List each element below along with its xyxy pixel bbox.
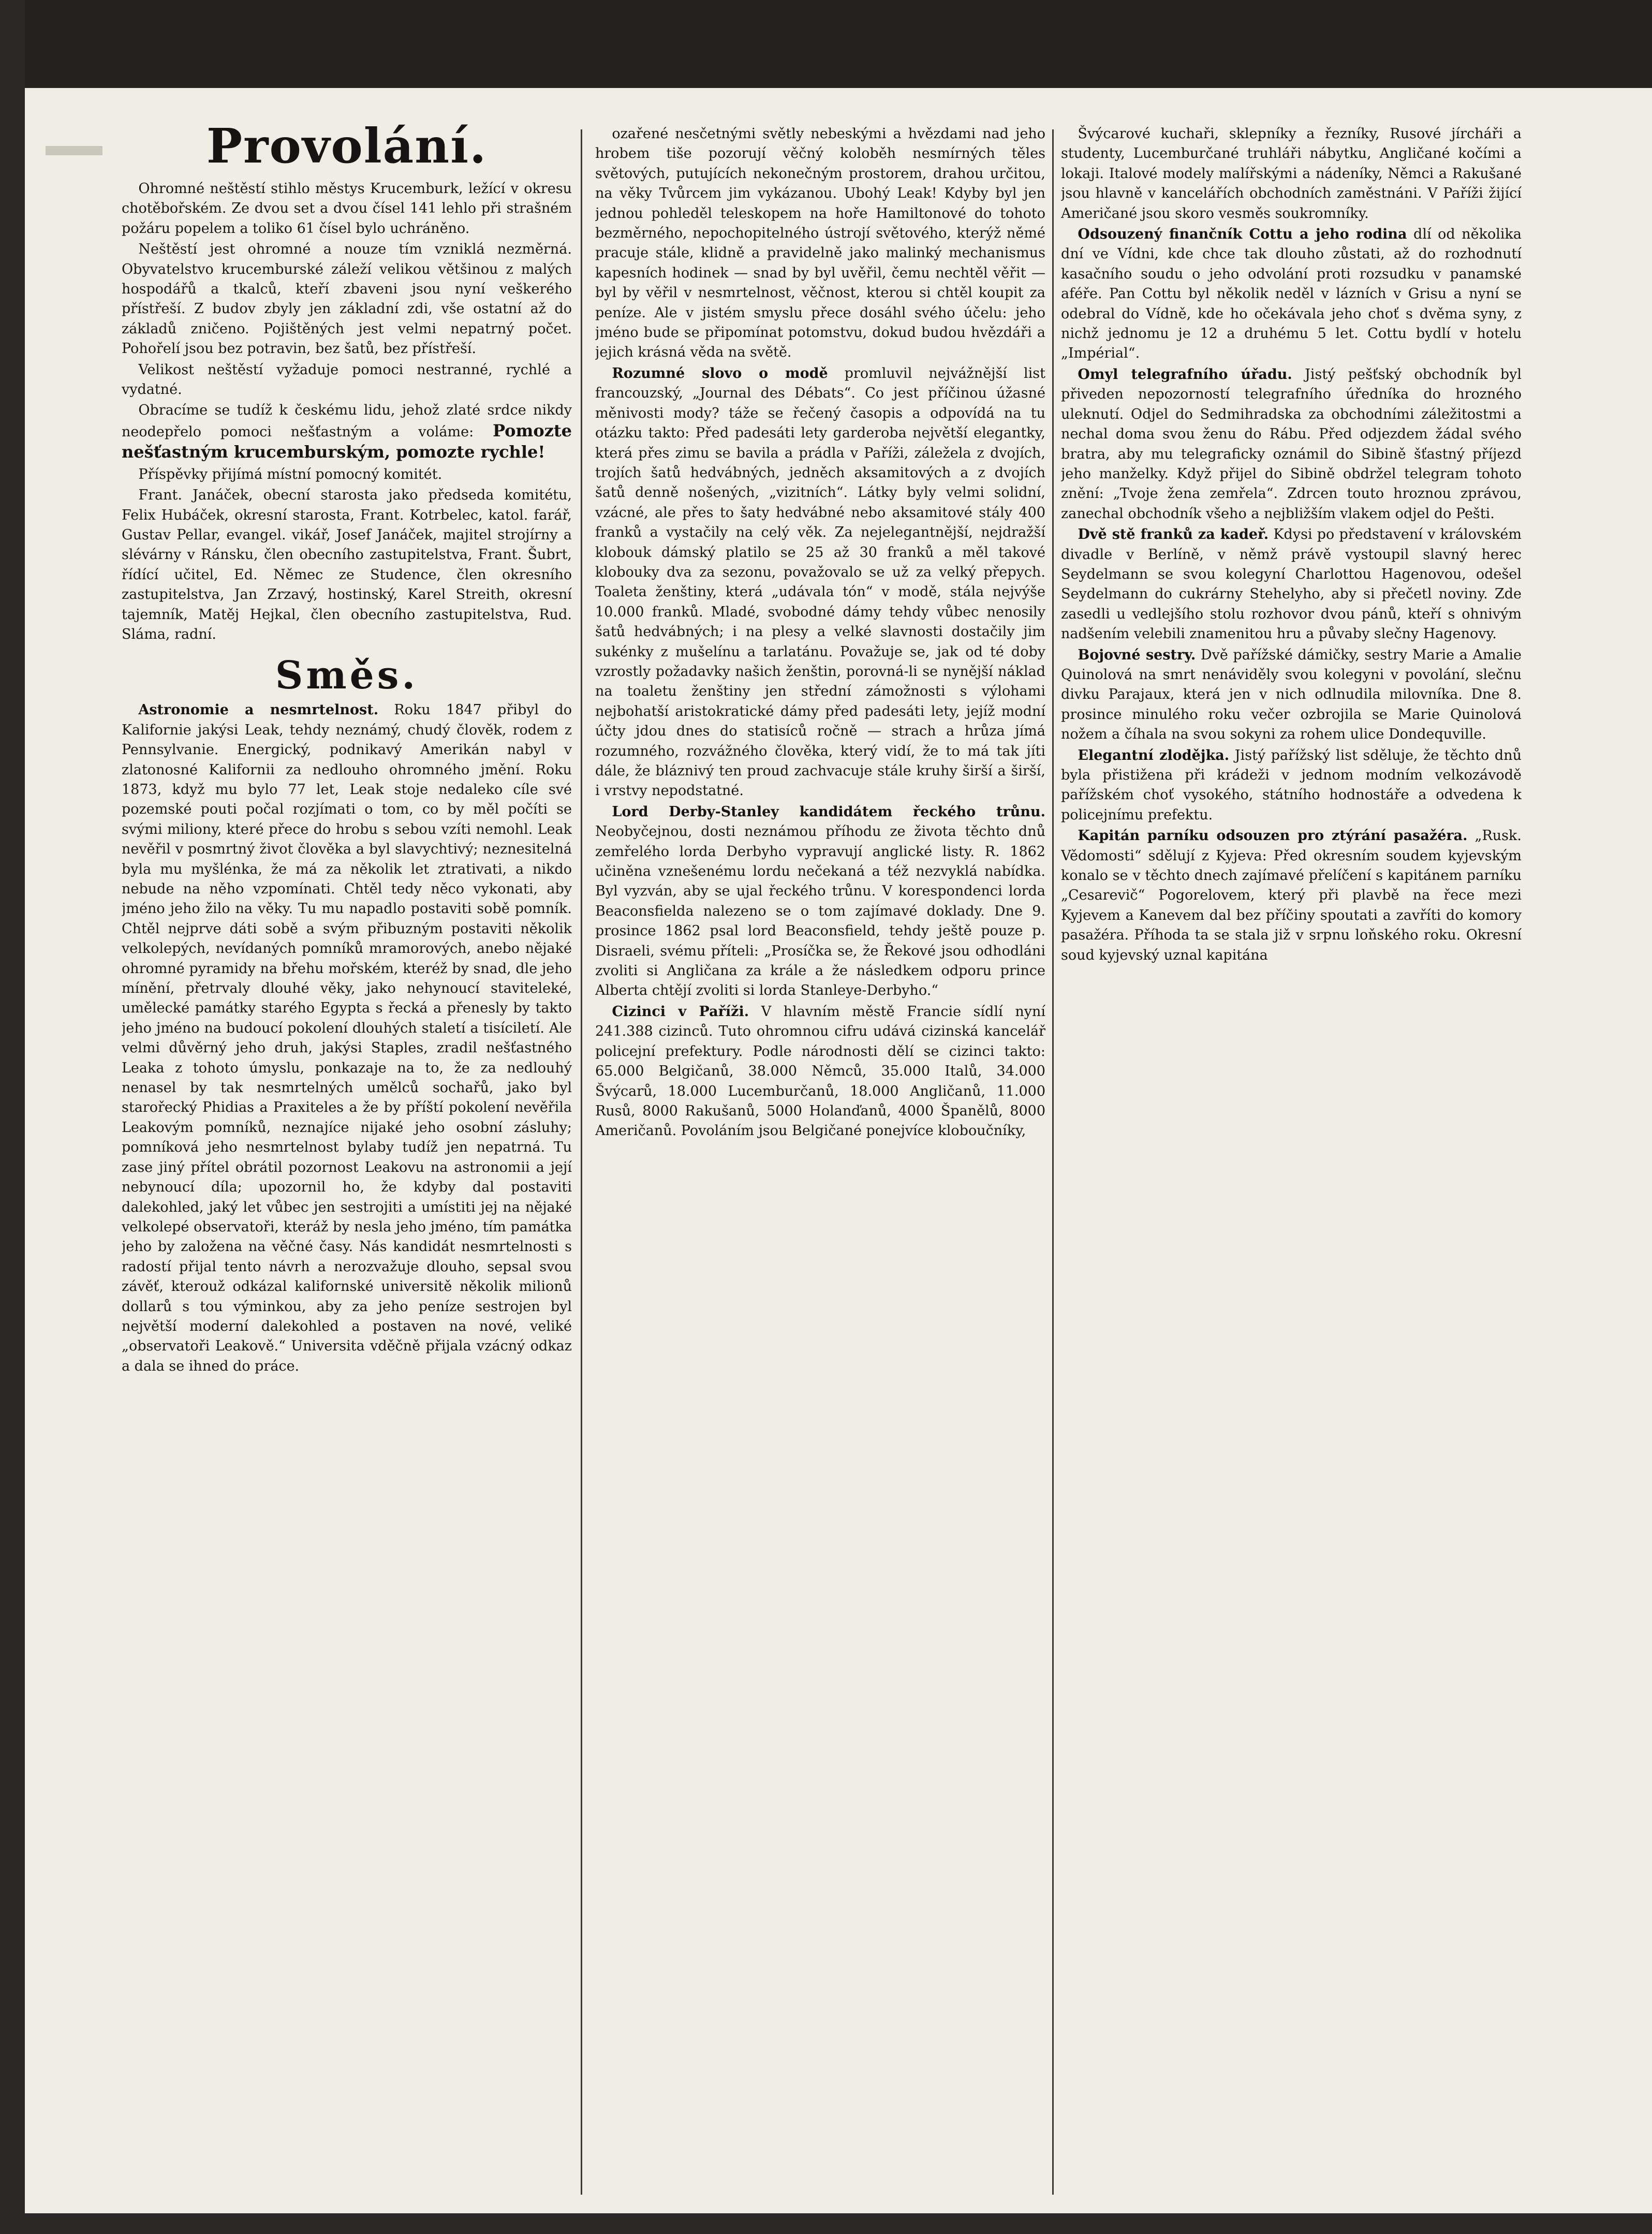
news-item bbox=[1061, 365, 1522, 524]
appeal-slogan: Pomozte nešťastným krucemburským, pomozte rychle! bbox=[122, 420, 572, 462]
news-item-body: Jistý pešťský obchodník byl přiveden nepozorností telegrafního úředníka do hrozného uleknutí. Odjel do Sedmihradska za obchodními záležitostmi a nechal doma svou ženu do Rábu. Před odjezdem žádal svého bratra, aby mu telegraficky oznámil do Sibině šťastný příjezd jeho manželky. Když přijel do Sibině obdržel telegram tohoto znění: „Tvoje žena zemřela“. Zdrcen touto hroznou zprávou, zanechal obchodník všeho a nejbližším vlakem odjel do Pešti. bbox=[1061, 366, 1522, 522]
news-item-continued: ozařené nesčetnými světly nebeskými a hvězdami nad jeho hrobem tiše pozorují věčný koloběh nesmírných těles světových, putujících nekonečným prostorem, drahou určitou, na věky Tvůrcem jim vykázanou. Ubohý Leak! Kdyby byl jen jednou pohleděl teleskopem na hoře Hamiltonové do tohoto bezměrného, nepochopitelného ústrojí světového, kterýž němé pracuje stále, klidně a pravidelně jako malinký mechanismus kapesních hodinek — snad by byl uvěřil, čemu nechtěl věřit — byl by věřil v nesmrtelnost, věčnost, kterou si chtěl koupit za peníze. Ale v jistém smyslu přece dosáhl svého účelu: jeho jméno bude se připomínat potomstvu, dokud budou hvězdáři a jejich krásná věda na světě. bbox=[595, 126, 1045, 361]
appeal-text: Obracíme se tudíž k českému lidu, jehož zlaté srdce nikdy neodepřelo pomoci nešťastným a voláme: bbox=[122, 402, 572, 440]
news-item-body: dlí od několika dní ve Vídni, kde chce tak dlouho zůstati, až do rozhodnutí kasačního soudu o jeho odvolání proti rozsudku v panamské aféře. Pan Cottu byl několik neděl v lázních v Grisu a nyní se odebral do Vídně, kde ho očekávala jeho choť s dvěma syny, z nichž jednomu je 12 a druhému 5 let. Cottu bydlí v hotelu „Impérial“. bbox=[1061, 226, 1522, 362]
news-item bbox=[595, 1002, 1045, 1141]
scan-edge-top bbox=[0, 0, 1652, 88]
news-item-body: Roku 1847 přibyl do Kalifornie jakýsi Leak, tehdy neznámý, chudý člověk, rodem z Pennsylvanie. Energický, podnikavý Amerikán nabyl v zlatonosné Kalifornii za nedlouho ohromného jmění. Roku 1873, když mu bylo 77 let, Leak stoje nedaleko cíle své pozemské pouti počal rozjímati o tom, co by měl počíti se svými miliony, které přece do hrobu s sebou vzíti nemohl. Leak nevěřil v posmrtný život člověka a byl slavychtivý; neznesitelná byla mu myšlénka, že má za několik let ztrativati, a nikdo nebude na něho vzpomínati. Chtěl tedy něco vykonati, aby jméno jeho žilo na věky. Tu mu napadlo postaviti sobě pomník. Chtěl nejprve dáti sobě a svým přibuzným postaviti několik velkolepých, nevídaných pomníků mramorových, anebo nějaké ohromné pyramidy na břehu mořském, kteréž by snad, dle jeho mínění, přetrvaly dlouhé věky, jako nehynoucí staviteleké, umělecké památky starého Egypta s řecká a přenesly by takto jeho jméno na budoucí pokolení dlouhých staletí a tisíciletí. Ale velmi důvěrný jeho druh, jakýsi Staples, zradil nešťastného Leaka z tohoto úmyslu, ponkazaje na to, že za nedlouhý nenasel by tak nesmrtelných umělců sochařů, jako byl starořecký Phidias a Praxiteles a že by příští pokolení nevěřila Leakovým pomníků, neznajíce nijaké jeho osobní zásluhy; pomníková jeho nesmrtelnost bylaby tudíž jen nepatrná. Tu zase jiný přítel obrátil pozornost Leakovu na astronomii a její nebynoucí díla; upozornil ho, že kdyby dal postaviti dalekohled, jaký let vůbec jen sestrojiti a umístiti jej na nějaké velkolepé observatoři, kteráž by nesla jeho jméno, tím památka jeho by založena na věčné časy. Nás kandidát nesmrtelnosti s radostí přijal tento návrh a nerozvažuje dlouho, sepsal svou závěť, kterouž odkázal kalifornské universitě několik milionů dollarů s tou výminkou, aby za jeho peníze sestrojen byl největší moderní dalekohled a postaven na nové, veliké „observatoři Leakově.“ Universita vděčně přijala vzácný odkaz a dala se ihned do práce. bbox=[122, 702, 572, 1374]
news-item-title: Kapitán parníku odsouzen pro ztýrání pasažéra. bbox=[1078, 828, 1468, 844]
news-item bbox=[1061, 826, 1522, 965]
news-item-title: Rozumné slovo o modě bbox=[612, 365, 828, 381]
news-item-title: Dvě stě franků za kadeř. bbox=[1078, 526, 1269, 543]
column-rule bbox=[581, 129, 582, 2195]
news-item bbox=[595, 364, 1045, 801]
news-item bbox=[122, 700, 572, 1376]
news-item-title: Astronomie a nesmrtelnost. bbox=[138, 702, 379, 718]
column-3 bbox=[1061, 124, 1522, 2210]
news-item-title: Omyl telegrafního úřadu. bbox=[1078, 366, 1292, 383]
news-item-title: Cizinci v Paříži. bbox=[612, 1003, 749, 1020]
signers-list: Frant. Janáček, obecní starosta jako předseda komitétu, Felix Hubáček, okresní starosta, Frant. Kotrbelec, katol. farář, Gustav Pellar, evangel. vikář, Josef Janáček, majitel strojírny a slévárny v Ránsku, člen obecního zastupitelstva, Frant. Šubrt, řídící učitel, Ed. Němec ze Studence, člen okresního zastupitelstva, Jan Zrzavý, hostinský, Karel Streith, okresní tajemník, Matěj Hejkal, člen obecního zastupitelstva, Rud. Sláma, radní. bbox=[122, 487, 572, 642]
news-item-continued: Švýcarové kuchaři, sklepníky a řezníky, Rusové jírcháři a studenty, Lucemburčané truhláři nábytku, Angličané kočími a lokaji. Italové modely malířskými a nádeníky, Němci a Rakušané jsou hlavně v kancelářích obchodních zaměstnáni. V Paříži žijící Američané jsou skoro vesměs soukromníky. bbox=[1061, 126, 1522, 222]
news-item-body: promluvil nejvážnější list francouzský, „Journal des Débats“. Co jest příčinou úžasné měnivosti mody? táže se řečený časopis a odpovídá na tu otázku takto: Před padesáti lety garderoba největší elegantky, která přes zimu se bavila a prádla v Paříži, záležela z dvojích, trojích šatů hedvábných, jedněch aksamitových a z dvojích šatů denně nošených, „vizitních“. Látky byly velmi solidní, vzácné, ale přes to šaty hedvábné nebo aksamitové stály 400 franků a vystačily na celý věk. Za nejelegantnější, nejdražší klobouk dámský platilo se 25 až 30 franků a měl takové klobouky dva za sezonu, považovalo se už za velký přepych. Toaleta ženštiny, která „udávala tón“ v modě, stála nejvýše 10.000 franků. Mladé, svobodné dámy tehdy vůbec nenosily šatů hedvábných; i na plesy a velké slavnosti dostačily jim sukénky z mušelínu a tarlatánu. Považuje se, jak od té doby vzrostly požadavky našich ženštin, porovná-li se nynější náklad na toaletu ženštiny jen střední zámožnosti s výlohami nejbohatší aristokratické dámy před padesáti lety, jejíž modní účty jdou dnes do statisíců ročně — strach a hrůza jímá rozumného, rozvážného člověka, který vidí, že to má tak jíti dále, že bláznivý ten proud zachvacuje stále kruhy širší a širší, i vrstvy nepodstatné. bbox=[595, 365, 1045, 799]
article-paragraph: Velikost neštěstí vyžaduje pomoci nestranné, rychlé a vydatné. bbox=[122, 361, 572, 398]
article-paragraph: Neštěstí jest ohromné a nouze tím vzniklá nezměrná. Obyvatelstvo krucemburské záleží velikou většinou z malých hospodářů a tkalců, kteří zbaveni jsou nyní veškerého přístřeší. Z budov zbyly jen základní zdi, vše ostatní až do základů zničeno. Pojištěných jest velmi nepatrný počet. Pohořelí jsou bez potravin, bez šatů, bez přístřeší. bbox=[122, 241, 572, 357]
news-item-body: V hlavním městě Francie sídlí nyní 241.388 cizinců. Tuto ohromnou cifru udává cizinská kancelář policejní prefektury. Podle národnosti dělí se cizinci takto: 65.000 Belgičanů, 38.000 Němců, 35.000 Italů, 34.000 Švýcarů, 18.000 Lucemburčanů, 18.000 Angličanů, 11.000 Rusů, 8000 Rakušanů, 5000 Holanďanů, 4000 Španělů, 8000 Američanů. Povoláním jsou Belgičané ponejvíce kloboučníky, bbox=[595, 1003, 1045, 1139]
article-paragraph: Příspěvky přijímá místní pomocný komitét. bbox=[138, 466, 443, 482]
news-item-title: Elegantní zlodějka. bbox=[1078, 747, 1230, 763]
scan-edge-left bbox=[0, 0, 25, 2234]
news-item bbox=[1061, 746, 1522, 826]
scan-edge-bottom bbox=[0, 2213, 1652, 2234]
news-item-title: Odsouzený finančník Cottu a jeho rodina bbox=[1078, 226, 1407, 243]
news-item bbox=[1061, 525, 1522, 644]
article-headline: Provolání. bbox=[206, 120, 488, 174]
section-heading-smes: Směs. bbox=[275, 653, 419, 698]
news-item-body: Kdysi po představení v královském divadle v Berlíně, v němž právě vystoupil slavný herec Seydelmann se svou kolegyní Charlottou Hagenovou, odešel Seydelmann do cukrárny Stehelyho, aby si přečetl noviny. Zde zasedli u vedlejšího stolu rozhovor dvou pánů, kteří s ohnivým nadšením velebili znamenitou hru a půvaby slečny Hagenovy. bbox=[1061, 526, 1522, 642]
news-item-body: Dvě pařížské dámičky, sestry Marie a Amalie Quinolová na smrt nenáviděly svou kolegyni v povolání, slečnu divku Parajaux, která jen v nich odlnudila milovníka. Dne 8. prosince minulého roku večer ozbrojila se Marie Quinolová nožem a číhala na svou sokyni za rohem ulice Dondequville. bbox=[1061, 646, 1522, 743]
news-item bbox=[595, 802, 1045, 1001]
column-2 bbox=[595, 124, 1045, 2210]
article-paragraph: Ohromné neštěstí stihlo městys Krucemburk, ležící v okresu chotěbořském. Ze dvou set a dvou čísel 141 lehlo při strašném požáru popelem a toliko 61 čísel bylo uchráněno. bbox=[122, 181, 572, 237]
news-item-body: Jistý pařížský list sděluje, že těchto dnů byla přistižena při krádeži v jednom modním velkozávodě pařížském choť vysokého, státního hodnostáře a odvedena k policejnímu prefektu. bbox=[1061, 747, 1522, 823]
news-item bbox=[1061, 225, 1522, 364]
news-item bbox=[1061, 645, 1522, 745]
news-item-title: Lord Derby-Stanley kandidátem řeckého trůnu. bbox=[612, 803, 1045, 820]
article-paragraph bbox=[122, 401, 572, 463]
news-item-body: Neobyčejnou, dosti neznámou příhodu ze života těchto dnů zemřelého lorda Derbyho vypravují anglické listy. R. 1862 učiněna vznešenému lordu nečekaná a též nezvyklá nabídka. Byl vyzván, aby se ujal řeckého trůnu. V korespondenci lorda Beaconsfielda nalezeno se o tom zajímavé doklady. Dne 9. prosince 1862 psal lord Beaconsfield, tehdy ještě pouze p. Disraeli, svému příteli: „Prosíčka se, že Řekové jsou odhodláni zvoliti si Angličana za krále a že následkem odporu prince Alberta chtějí zvoliti si lorda Stanleye-Derbyho.“ bbox=[595, 824, 1045, 999]
column-1 bbox=[122, 120, 572, 2206]
scan-smudge bbox=[46, 146, 102, 155]
news-item-body: „Rusk. Vědomosti“ sdělují z Kyjeva: Před okresním soudem kyjevským konalo se v těchto dnech zajímavé přelíčení s kapitánem parníku „Cesarevič“ Pogorelovem, který při plavbě na řece mezi Kyjevem a Kanevem dal bez příčiny spoutati a zavříti do komory pasažéra. Příhoda ta se stala již v srpnu loňského roku. Okresní soud kyjevský uznal kapitána bbox=[1061, 828, 1522, 963]
column-rule bbox=[1052, 129, 1054, 2195]
news-item-title: Bojovné sestry. bbox=[1078, 646, 1196, 663]
